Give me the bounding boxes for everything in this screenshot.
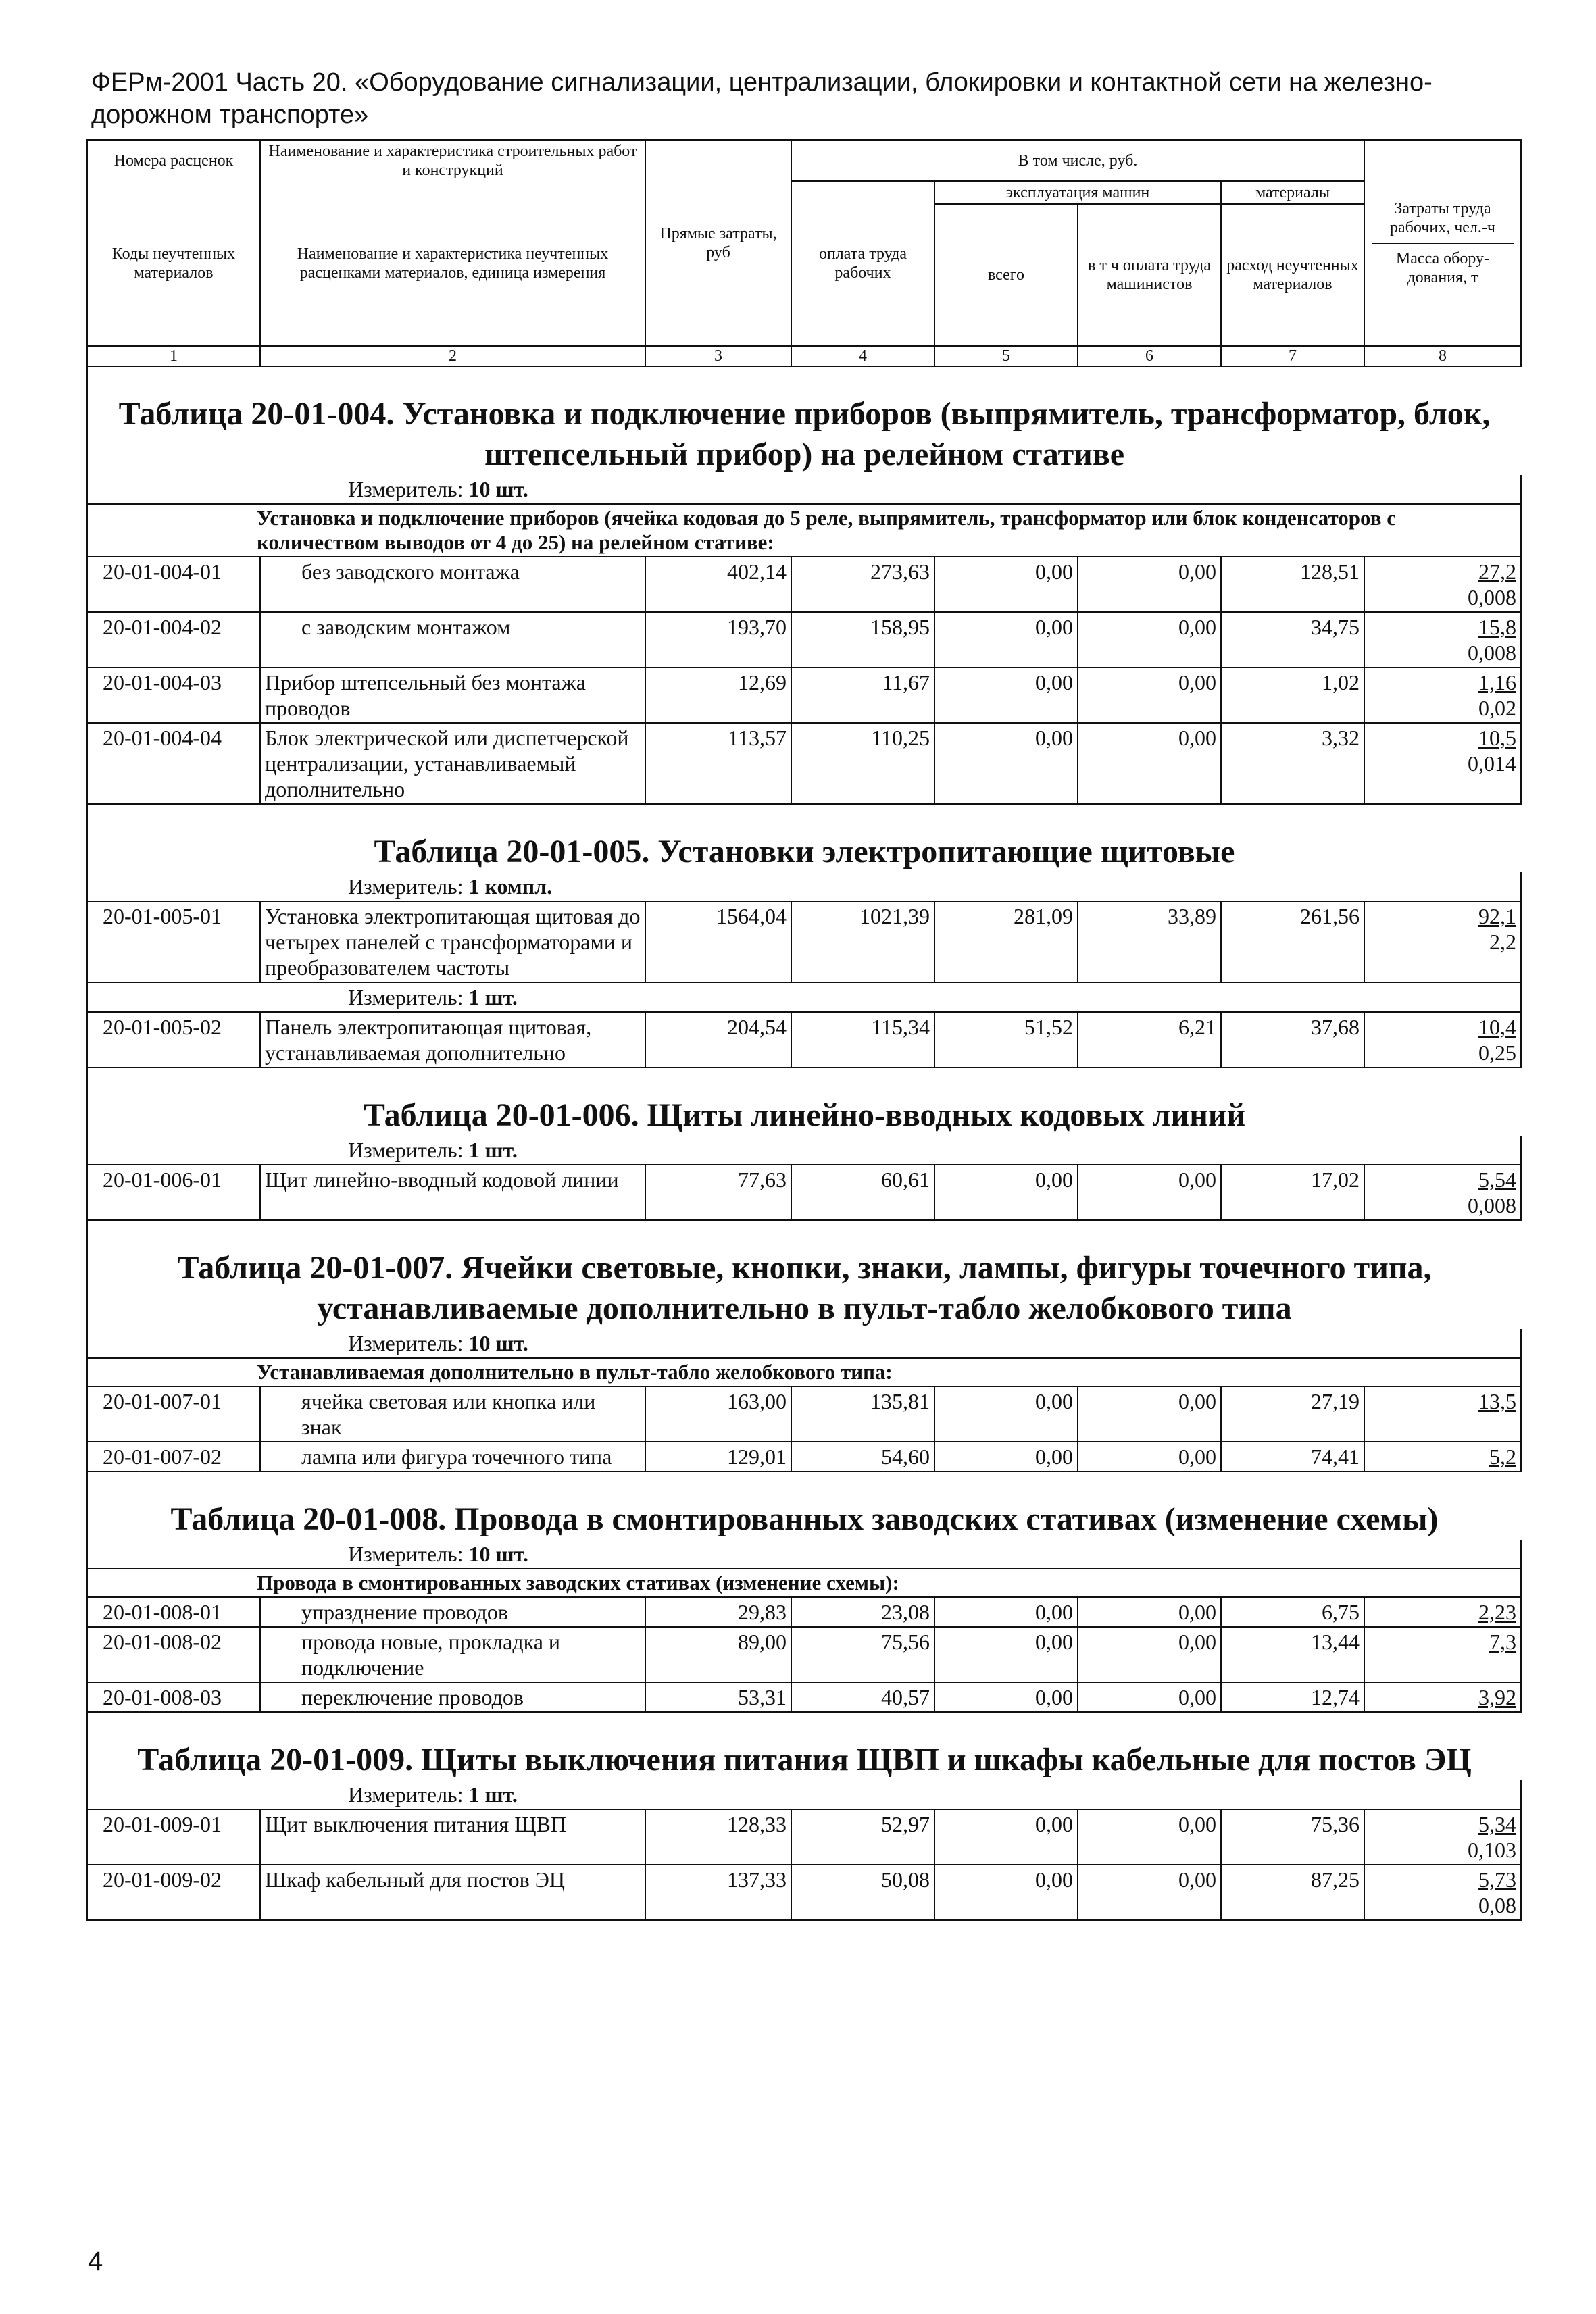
value-c5: 0,00 xyxy=(934,1865,1078,1920)
mass-value: 2,2 xyxy=(1489,930,1516,954)
value-c4: 273,63 xyxy=(791,557,934,612)
measure-row xyxy=(87,475,1521,504)
value-c7: 128,51 xyxy=(1221,557,1364,612)
value-c4: 54,60 xyxy=(791,1442,934,1472)
table-row xyxy=(87,1865,1521,1920)
measure-cell xyxy=(87,1136,1521,1165)
column-number: 7 xyxy=(1221,346,1364,366)
measure-cell xyxy=(87,1540,1521,1569)
title-cell xyxy=(87,1067,1521,1136)
header-line-1: ФЕРм-2001 Часть 20. «Оборудование сигнализации, централизации, блокировки и контактной сети на железно- xyxy=(91,68,1432,97)
measure-value: 1 шт. xyxy=(468,1138,518,1162)
measure-label: Измеритель: xyxy=(348,477,464,501)
table-row xyxy=(87,557,1521,612)
value-c6: 0,00 xyxy=(1078,1597,1221,1627)
section-heading: Провода в смонтированных заводских стативах (изменение схемы): xyxy=(87,1569,1521,1597)
table-body xyxy=(87,366,1521,1920)
value-c6: 0,00 xyxy=(1078,612,1221,668)
col1-bottom: Коды неучтенных материалов xyxy=(87,181,260,346)
machines-header: эксплуатация машин xyxy=(934,181,1221,204)
value-c4: 50,08 xyxy=(791,1865,934,1920)
header-line-2: дорожном транспорте» xyxy=(91,101,369,129)
mass-value: 0,014 xyxy=(1468,751,1516,776)
mass-value: 0,008 xyxy=(1468,585,1516,609)
measure-label: Измеритель: xyxy=(348,985,464,1009)
value-c7: 6,75 xyxy=(1221,1597,1364,1627)
table-title: Таблица 20-01-006. Щиты линейно-вводных кодовых линий xyxy=(363,1097,1246,1133)
table-title-row xyxy=(87,804,1521,872)
measure-value: 1 компл. xyxy=(468,874,553,899)
section-row xyxy=(87,1358,1521,1386)
value-c4: 135,81 xyxy=(791,1386,934,1442)
value-c6: 0,00 xyxy=(1078,1809,1221,1865)
rate-code: 20-01-008-02 xyxy=(87,1627,260,1682)
mass-value: 0,08 xyxy=(1478,1893,1516,1917)
value-c4: 158,95 xyxy=(791,612,934,668)
col2-top: Наименование и характеристика строительных работ и конструкций xyxy=(260,140,645,181)
labor-value: 15,8 xyxy=(1478,615,1516,639)
mass-value: 0,008 xyxy=(1468,640,1516,665)
column-number: 5 xyxy=(934,346,1078,366)
rate-code: 20-01-007-01 xyxy=(87,1386,260,1442)
rate-name: с заводским монтажом xyxy=(260,612,645,668)
table-title: Таблица 20-01-009. Щиты выключения питания ЩВП и шкафы кабельные для постов ЭЦ xyxy=(137,1742,1472,1778)
measure-value: 1 шт. xyxy=(468,1782,518,1807)
col3-header: Прямые затраты, руб xyxy=(645,140,791,346)
section-row xyxy=(87,504,1521,557)
section-heading: Установка и подключение приборов (ячейка кодовая до 5 реле, выпрямитель, трансформатор или блок конденсаторов с количеством выводов от 4 до 25) на релейном стативе: xyxy=(87,504,1521,557)
measure-label: Измеритель: xyxy=(348,1138,464,1162)
rate-name: Блок электрической или диспетчерской централизации, устанавливаемый дополнительно xyxy=(260,723,645,804)
rate-code: 20-01-004-04 xyxy=(87,723,260,804)
value-c7: 27,19 xyxy=(1221,1386,1364,1442)
value-c3: 163,00 xyxy=(645,1386,791,1442)
table-row xyxy=(87,612,1521,668)
value-c5: 0,00 xyxy=(934,557,1078,612)
table-title-row xyxy=(87,1067,1521,1136)
labor-mass-cell xyxy=(1364,1597,1521,1627)
rate-name: Прибор штепсельный без монтажа проводов xyxy=(260,668,645,723)
value-c4: 23,08 xyxy=(791,1597,934,1627)
rate-code: 20-01-004-02 xyxy=(87,612,260,668)
rate-code: 20-01-007-02 xyxy=(87,1442,260,1472)
value-c3: 77,63 xyxy=(645,1165,791,1220)
document-header xyxy=(91,66,1524,131)
rate-name: Установка электропитающая щитовая до четырех панелей с трансформаторами и преобразователем частоты xyxy=(260,901,645,982)
value-c6: 6,21 xyxy=(1078,1012,1221,1067)
value-c5: 0,00 xyxy=(934,1627,1078,1682)
value-c7: 261,56 xyxy=(1221,901,1364,982)
rate-name: лампа или фигура точечного типа xyxy=(260,1442,645,1472)
labor-value: 27,2 xyxy=(1478,559,1516,584)
column-number: 8 xyxy=(1364,346,1521,366)
section-row xyxy=(87,1569,1521,1597)
column-number: 6 xyxy=(1078,346,1221,366)
table-title-row xyxy=(87,1472,1521,1540)
value-c3: 53,31 xyxy=(645,1682,791,1712)
column-number: 1 xyxy=(87,346,260,366)
value-c7: 37,68 xyxy=(1221,1012,1364,1067)
col2-bottom: Наименование и характеристика неучтенных расценками материалов, единица измерения xyxy=(260,181,645,346)
table-title: Таблица 20-01-004. Установка и подключение приборов (выпрямитель, трансформатор, блок, штепсельный прибор) на релейном стативе xyxy=(118,396,1491,472)
value-c4: 110,25 xyxy=(791,723,934,804)
measure-label: Измеритель: xyxy=(348,1782,464,1807)
col8-header xyxy=(1364,140,1521,346)
measure-value: 10 шт. xyxy=(468,477,528,501)
labor-value: 5,54 xyxy=(1478,1167,1516,1192)
value-c3: 113,57 xyxy=(645,723,791,804)
measure-row xyxy=(87,1329,1521,1358)
value-c6: 0,00 xyxy=(1078,1865,1221,1920)
measure-label: Измеритель: xyxy=(348,1331,464,1355)
value-c5: 0,00 xyxy=(934,1442,1078,1472)
rate-name: Щит линейно-вводный кодовой линии xyxy=(260,1165,645,1220)
value-c6: 0,00 xyxy=(1078,1165,1221,1220)
value-c4: 75,56 xyxy=(791,1627,934,1682)
value-c4: 11,67 xyxy=(791,668,934,723)
measure-row xyxy=(87,872,1521,901)
measure-value: 10 шт. xyxy=(468,1542,528,1566)
value-c5: 0,00 xyxy=(934,1682,1078,1712)
column-number: 2 xyxy=(260,346,645,366)
measure-cell xyxy=(87,475,1521,504)
col5-header: всего xyxy=(934,204,1078,346)
title-cell xyxy=(87,1712,1521,1780)
col8-top: Затраты труда рабочих, чел.-ч xyxy=(1372,199,1514,244)
value-c4: 115,34 xyxy=(791,1012,934,1067)
measure-row xyxy=(87,1780,1521,1809)
labor-value: 10,4 xyxy=(1478,1015,1516,1039)
labor-mass-cell xyxy=(1364,1865,1521,1920)
table-title-row xyxy=(87,366,1521,475)
value-c3: 137,33 xyxy=(645,1865,791,1920)
measure-cell xyxy=(87,1780,1521,1809)
labor-mass-cell xyxy=(1364,1165,1521,1220)
value-c4: 52,97 xyxy=(791,1809,934,1865)
value-c7: 34,75 xyxy=(1221,612,1364,668)
title-cell xyxy=(87,804,1521,872)
value-c3: 129,01 xyxy=(645,1442,791,1472)
value-c6: 0,00 xyxy=(1078,557,1221,612)
labor-value: 7,3 xyxy=(1489,1630,1516,1654)
labor-value: 13,5 xyxy=(1478,1389,1516,1413)
measure-cell xyxy=(87,982,1521,1012)
value-c5: 51,52 xyxy=(934,1012,1078,1067)
rate-code: 20-01-009-01 xyxy=(87,1809,260,1865)
labor-value: 5,2 xyxy=(1489,1444,1516,1469)
labor-mass-cell xyxy=(1364,723,1521,804)
labor-mass-cell xyxy=(1364,668,1521,723)
col6-header: в т ч оплата труда машинистов xyxy=(1078,204,1221,346)
mass-value: 0,25 xyxy=(1478,1040,1516,1065)
value-c6: 0,00 xyxy=(1078,1627,1221,1682)
labor-mass-cell xyxy=(1364,1809,1521,1865)
value-c3: 193,70 xyxy=(645,612,791,668)
rate-code: 20-01-004-03 xyxy=(87,668,260,723)
table-row xyxy=(87,1809,1521,1865)
value-c5: 281,09 xyxy=(934,901,1078,982)
measure-label: Измеритель: xyxy=(348,874,464,899)
value-c5: 0,00 xyxy=(934,1809,1078,1865)
measure-label: Измеритель: xyxy=(348,1542,464,1566)
rate-name: переключение проводов xyxy=(260,1682,645,1712)
rate-code: 20-01-008-03 xyxy=(87,1682,260,1712)
labor-mass-cell xyxy=(1364,557,1521,612)
rate-name: Шкаф кабельный для постов ЭЦ xyxy=(260,1865,645,1920)
rate-code: 20-01-008-01 xyxy=(87,1597,260,1627)
labor-mass-cell xyxy=(1364,1012,1521,1067)
rate-code: 20-01-005-01 xyxy=(87,901,260,982)
table-header xyxy=(87,140,1521,366)
labor-mass-cell xyxy=(1364,1682,1521,1712)
labor-mass-cell xyxy=(1364,1627,1521,1682)
rate-name: ячейка световая или кнопка или знак xyxy=(260,1386,645,1442)
table-title: Таблица 20-01-007. Ячейки световые, кнопки, знаки, лампы, фигуры точечного типа, устанавливаемые дополнительно в пульт-табло желобкового типа xyxy=(177,1250,1432,1326)
labor-value: 5,34 xyxy=(1478,1812,1516,1836)
table-row xyxy=(87,1597,1521,1627)
col4-header: оплата труда рабочих xyxy=(791,181,934,346)
measure-value: 10 шт. xyxy=(468,1331,528,1355)
table-row xyxy=(87,1165,1521,1220)
value-c7: 87,25 xyxy=(1221,1865,1364,1920)
value-c3: 1564,04 xyxy=(645,901,791,982)
rate-code: 20-01-005-02 xyxy=(87,1012,260,1067)
labor-value: 1,16 xyxy=(1478,670,1516,695)
mass-value: 0,008 xyxy=(1468,1193,1516,1217)
labor-mass-cell xyxy=(1364,901,1521,982)
labor-mass-cell xyxy=(1364,1386,1521,1442)
col1-top: Номера расценок xyxy=(87,140,260,181)
value-c7: 1,02 xyxy=(1221,668,1364,723)
column-number: 4 xyxy=(791,346,934,366)
column-number: 3 xyxy=(645,346,791,366)
table-row xyxy=(87,1386,1521,1442)
value-c7: 17,02 xyxy=(1221,1165,1364,1220)
value-c6: 0,00 xyxy=(1078,668,1221,723)
title-cell xyxy=(87,1220,1521,1329)
measure-row xyxy=(87,982,1521,1012)
measure-row xyxy=(87,1136,1521,1165)
rate-name: упразднение проводов xyxy=(260,1597,645,1627)
value-c4: 40,57 xyxy=(791,1682,934,1712)
labor-mass-cell xyxy=(1364,612,1521,668)
incl-header: В том числе, руб. xyxy=(791,140,1364,181)
value-c7: 13,44 xyxy=(1221,1627,1364,1682)
value-c6: 33,89 xyxy=(1078,901,1221,982)
labor-value: 3,92 xyxy=(1478,1685,1516,1709)
value-c5: 0,00 xyxy=(934,1597,1078,1627)
rate-name: провода новые, прокладка и подключение xyxy=(260,1627,645,1682)
measure-cell xyxy=(87,872,1521,901)
value-c3: 128,33 xyxy=(645,1809,791,1865)
value-c6: 0,00 xyxy=(1078,1442,1221,1472)
value-c5: 0,00 xyxy=(934,668,1078,723)
value-c7: 74,41 xyxy=(1221,1442,1364,1472)
rate-code: 20-01-004-01 xyxy=(87,557,260,612)
value-c3: 402,14 xyxy=(645,557,791,612)
value-c7: 75,36 xyxy=(1221,1809,1364,1865)
rate-code: 20-01-006-01 xyxy=(87,1165,260,1220)
value-c6: 0,00 xyxy=(1078,723,1221,804)
value-c7: 12,74 xyxy=(1221,1682,1364,1712)
value-c5: 0,00 xyxy=(934,1165,1078,1220)
col8-bottom: Масса обору-дования, т xyxy=(1395,249,1490,286)
table-title: Таблица 20-01-008. Провода в смонтированных заводских стативах (изменение схемы) xyxy=(170,1501,1439,1537)
value-c4: 1021,39 xyxy=(791,901,934,982)
table-row xyxy=(87,723,1521,804)
rate-code: 20-01-009-02 xyxy=(87,1865,260,1920)
rate-name: без заводского монтажа xyxy=(260,557,645,612)
table-row xyxy=(87,1682,1521,1712)
measure-value: 1 шт. xyxy=(468,985,518,1009)
value-c3: 29,83 xyxy=(645,1597,791,1627)
table-row xyxy=(87,1442,1521,1472)
mass-value: 0,02 xyxy=(1478,696,1516,720)
mass-value: 0,103 xyxy=(1468,1838,1516,1862)
value-c3: 89,00 xyxy=(645,1627,791,1682)
value-c7: 3,32 xyxy=(1221,723,1364,804)
value-c6: 0,00 xyxy=(1078,1386,1221,1442)
section-heading: Устанавливаемая дополнительно в пульт-табло желобкового типа: xyxy=(87,1358,1521,1386)
table-title: Таблица 20-01-005. Установки электропитающие щитовые xyxy=(374,834,1235,870)
measure-row xyxy=(87,1540,1521,1569)
value-c5: 0,00 xyxy=(934,723,1078,804)
rates-table xyxy=(86,139,1522,1921)
labor-mass-cell xyxy=(1364,1442,1521,1472)
table-row xyxy=(87,901,1521,982)
table-title-row xyxy=(87,1712,1521,1780)
title-cell xyxy=(87,1472,1521,1540)
rate-name: Щит выключения питания ЩВП xyxy=(260,1809,645,1865)
measure-cell xyxy=(87,1329,1521,1358)
table-title-row xyxy=(87,1220,1521,1329)
value-c6: 0,00 xyxy=(1078,1682,1221,1712)
value-c3: 12,69 xyxy=(645,668,791,723)
labor-value: 5,73 xyxy=(1478,1867,1516,1892)
labor-value: 10,5 xyxy=(1478,726,1516,750)
value-c5: 0,00 xyxy=(934,612,1078,668)
title-cell xyxy=(87,366,1521,475)
table-row xyxy=(87,1012,1521,1067)
col7-header: расход неучтенных материалов xyxy=(1221,204,1364,346)
value-c3: 204,54 xyxy=(645,1012,791,1067)
table-row xyxy=(87,668,1521,723)
column-numbers-row xyxy=(87,346,1521,366)
table-row xyxy=(87,1627,1521,1682)
materials-header: материалы xyxy=(1221,181,1364,204)
page-number: 4 xyxy=(88,2246,103,2276)
labor-value: 2,23 xyxy=(1478,1600,1516,1624)
value-c5: 0,00 xyxy=(934,1386,1078,1442)
value-c4: 60,61 xyxy=(791,1165,934,1220)
labor-value: 92,1 xyxy=(1478,904,1516,928)
rate-name: Панель электропитающая щитовая, устанавливаемая дополнительно xyxy=(260,1012,645,1067)
